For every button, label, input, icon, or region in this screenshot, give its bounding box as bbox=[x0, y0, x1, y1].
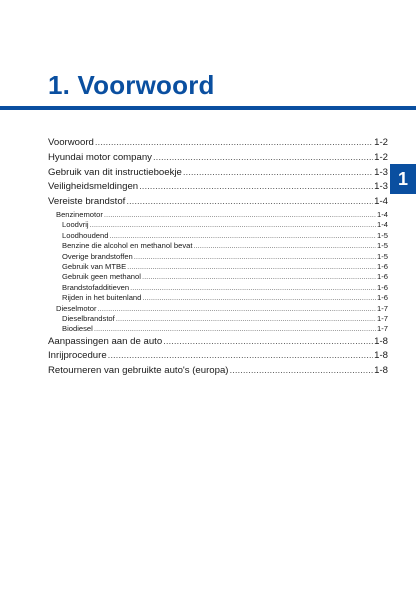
toc-entry-page: 1-8 bbox=[374, 335, 388, 347]
toc-entry-label: Brandstofadditieven bbox=[62, 282, 130, 292]
toc-entry[interactable] bbox=[48, 210, 388, 220]
toc-entry-page: 1-4 bbox=[377, 220, 388, 230]
toc-entry[interactable] bbox=[48, 180, 388, 195]
dot-leader bbox=[230, 364, 374, 379]
toc-entry[interactable] bbox=[48, 166, 388, 181]
toc-entry-label: Vereiste brandstof bbox=[48, 196, 126, 208]
toc-entry[interactable] bbox=[48, 293, 388, 303]
toc-entry-label: Rijden in het buitenland bbox=[62, 293, 142, 303]
toc-entry-page: 1-7 bbox=[377, 303, 388, 313]
toc-entry-page: 1-8 bbox=[374, 350, 388, 362]
dot-leader bbox=[90, 220, 376, 230]
toc-entry[interactable] bbox=[48, 220, 388, 230]
toc-entry-page: 1-6 bbox=[377, 282, 388, 292]
toc-entry[interactable] bbox=[48, 195, 388, 210]
toc-entry[interactable] bbox=[48, 314, 388, 324]
toc-entry[interactable] bbox=[48, 136, 388, 151]
toc-entry[interactable] bbox=[48, 241, 388, 251]
dot-leader bbox=[116, 314, 376, 324]
toc-entry-page: 1-6 bbox=[377, 261, 388, 271]
dot-leader bbox=[139, 180, 373, 195]
toc-entry[interactable] bbox=[48, 272, 388, 282]
toc-entry-page: 1-5 bbox=[377, 230, 388, 240]
toc-entry[interactable] bbox=[48, 283, 388, 293]
toc-entry-label: Hyundai motor company bbox=[48, 151, 152, 163]
toc-entry[interactable] bbox=[48, 335, 388, 350]
dot-leader bbox=[142, 272, 376, 282]
toc-entry-label: Loodhoudend bbox=[62, 230, 109, 240]
chapter-title: 1. Voorwoord bbox=[48, 70, 215, 100]
dot-leader bbox=[134, 252, 376, 262]
dot-leader bbox=[98, 304, 377, 314]
toc-entry-page: 1-7 bbox=[377, 324, 388, 334]
dot-leader bbox=[104, 210, 376, 220]
toc-entry-label: Aanpassingen aan de auto bbox=[48, 335, 163, 347]
toc-entry-page: 1-5 bbox=[377, 251, 388, 261]
toc-entry-label: Veiligheidsmeldingen bbox=[48, 181, 139, 193]
toc-entry-label: Gebruik van dit instructieboekje bbox=[48, 166, 182, 178]
dot-leader bbox=[109, 231, 376, 241]
chapter-tab: 1 bbox=[390, 164, 416, 194]
toc-entry-page: 1-6 bbox=[377, 293, 388, 303]
toc-entry-label: Overige brandstoffen bbox=[62, 251, 133, 261]
toc-entry-page: 1-7 bbox=[377, 313, 388, 323]
toc-entry-label: Dieselmotor bbox=[56, 303, 97, 313]
dot-leader bbox=[142, 293, 376, 303]
toc-entry-page: 1-3 bbox=[374, 166, 388, 178]
toc-entry[interactable] bbox=[48, 324, 388, 334]
toc-entry-label: Biodiesel bbox=[62, 324, 93, 334]
toc-entry-page: 1-8 bbox=[374, 365, 388, 377]
toc-entry-label: Loodvrij bbox=[62, 220, 89, 230]
title-rule bbox=[0, 106, 416, 110]
dot-leader bbox=[130, 283, 376, 293]
toc-entry-page: 1-4 bbox=[374, 196, 388, 208]
toc-entry[interactable] bbox=[48, 252, 388, 262]
toc-entry-label: Benzine die alcohol en methanol bevat bbox=[62, 241, 193, 251]
toc-entry[interactable] bbox=[48, 231, 388, 241]
dot-leader bbox=[153, 151, 373, 166]
toc-entry-label: Gebruik geen methanol bbox=[62, 272, 141, 282]
toc-entry[interactable] bbox=[48, 364, 388, 379]
toc-entry[interactable] bbox=[48, 349, 388, 364]
toc-entry[interactable] bbox=[48, 151, 388, 166]
dot-leader bbox=[183, 166, 373, 181]
dot-leader bbox=[94, 324, 376, 334]
toc-entry-page: 1-3 bbox=[374, 181, 388, 193]
dot-leader bbox=[127, 262, 376, 272]
toc-entry-label: Dieselbrandstof bbox=[62, 313, 115, 323]
toc-entry-page: 1-2 bbox=[374, 151, 388, 163]
dot-leader bbox=[108, 349, 373, 364]
toc-entry-label: Voorwoord bbox=[48, 137, 94, 148]
dot-leader bbox=[193, 241, 376, 251]
toc-entry-label: Inrijprocedure bbox=[48, 350, 107, 362]
table-of-contents bbox=[48, 136, 388, 379]
toc-entry-label: Retourneren van gebruikte auto's (europa) bbox=[48, 365, 229, 377]
toc-entry-page: 1-5 bbox=[377, 241, 388, 251]
toc-entry[interactable] bbox=[48, 262, 388, 272]
toc-entry-page: 1-2 bbox=[374, 137, 388, 148]
dot-leader bbox=[95, 136, 373, 151]
dot-leader bbox=[126, 195, 373, 210]
dot-leader bbox=[163, 335, 373, 350]
toc-entry-label: Gebruik van MTBE bbox=[62, 261, 127, 271]
toc-entry-page: 1-4 bbox=[377, 209, 388, 219]
toc-entry[interactable] bbox=[48, 304, 388, 314]
toc-entry-page: 1-6 bbox=[377, 272, 388, 282]
toc-entry-label: Benzinemotor bbox=[56, 209, 103, 219]
